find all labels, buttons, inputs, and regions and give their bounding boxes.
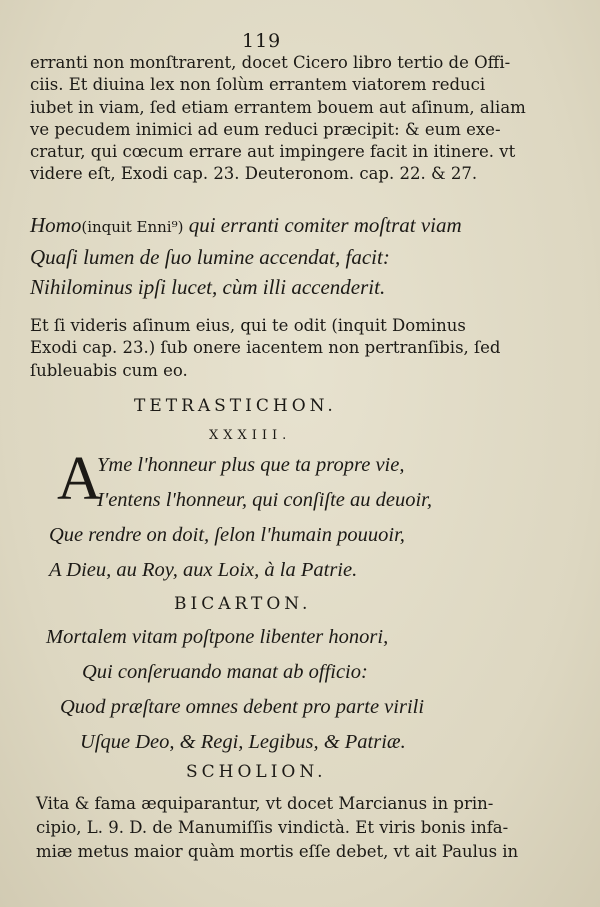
text-line: miæ metus maior quàm mortis eſſe debet, vt ait Paulus in xyxy=(36,842,519,861)
text-line: ſubleuabis cum eo. xyxy=(30,360,188,380)
verse-line: Quod præſtare omnes debent pro parte virili xyxy=(60,696,425,718)
poem-line: I'entens l'honneur, qui conſiſte au deuoir, xyxy=(97,489,433,511)
text-line: cipio, L. 9. D. de Manumiſſis vindictà. Et viris bonis infa- xyxy=(36,818,509,837)
heading-scholion: SCHOLION. xyxy=(186,762,327,782)
heading-tetrastichon: TETRASTICHON. xyxy=(134,396,337,416)
text-line: ve pecudem inimici ad eum reduci præcipit: & eum exe- xyxy=(30,119,501,139)
poem-line: A Dieu, au Roy, aux Loix, à la Patrie. xyxy=(49,559,358,581)
verse-line: Uſque Deo, & Regi, Legibus, & Patriæ. xyxy=(80,731,406,753)
quote-line: Quaſi lumen de ſuo lumine accendat, facit: xyxy=(30,245,390,269)
poem-number: XXXIII. xyxy=(209,428,292,443)
french-poem-cont xyxy=(49,518,405,588)
page-number: 119 xyxy=(242,30,282,52)
text-line: Et ſi videris aſinum eius, qui te odit (inquit Dominus xyxy=(30,316,466,335)
poem-line: Que rendre on doit, ſelon l'humain pouuoir, xyxy=(49,524,405,546)
text-line: iubet in viam, ſed etiam errantem bouem aut aſinum, aliam xyxy=(30,97,526,117)
poem-line: Yme l'honneur plus que ta propre vie, xyxy=(97,454,405,476)
ennius-quote xyxy=(30,210,462,302)
text-line: cratur, qui cœcum errare aut impingere facit in itinere. vt xyxy=(30,142,516,162)
drop-cap: A xyxy=(57,445,102,513)
heading-bicarton: BICARTON. xyxy=(174,594,312,614)
text-line: erranti non monſtrarent, docet Cicero libro tertio de Offi- xyxy=(30,53,511,72)
quote-line: Nihilominus ipſi lucet, cùm illi accenderit. xyxy=(30,275,386,299)
text-line: Exodi cap. 23.) ſub onere iacentem non pertranſibis, ſed xyxy=(30,338,501,358)
verse-line: Mortalem vitam poſtpone libenter honori, xyxy=(46,626,389,648)
quote-line: Homo(inquit Enni⁹) qui erranti comiter moſtrat viam xyxy=(30,213,462,237)
latin-verse xyxy=(46,620,424,760)
text-line: videre eſt, Exodi cap. 23. Deuteronom. cap. 22. & 27. xyxy=(30,164,478,184)
scholion-paragraph xyxy=(36,792,576,864)
text-line: Vita & fama æquiparantur, vt docet Marcianus in prin- xyxy=(36,794,494,813)
text-line: ciis. Et diuina lex non ſolùm errantem viatorem reduci xyxy=(30,75,486,95)
verse-line: Qui conſeruando manat ab officio: xyxy=(82,661,368,683)
french-poem xyxy=(97,448,432,518)
exodus-paragraph xyxy=(30,315,570,382)
intro-paragraph xyxy=(30,52,570,186)
